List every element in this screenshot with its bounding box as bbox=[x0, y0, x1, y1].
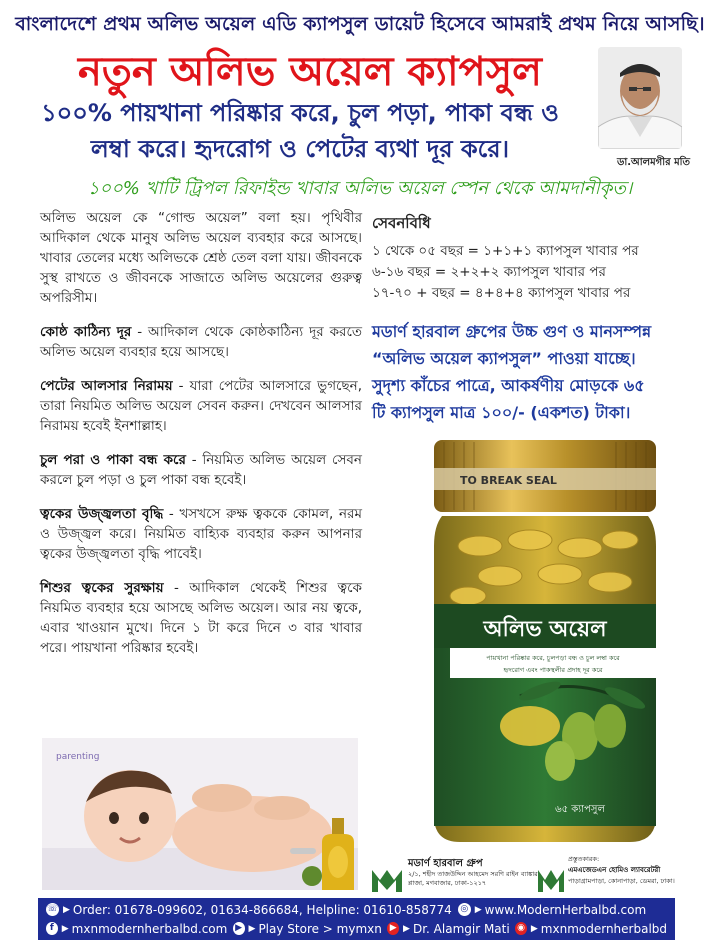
headline: নতুন অলিভ অয়েল ক্যাপসুল bbox=[78, 49, 542, 95]
benefit-title: শিশুর ত্বকের সুরক্ষায় bbox=[40, 580, 164, 596]
dosage-section bbox=[372, 212, 692, 304]
header bbox=[0, 0, 720, 200]
contact-footer bbox=[38, 898, 675, 940]
company-name: মডার্ণ হারবাল গ্রুপ bbox=[408, 858, 483, 869]
dosage-line: ১ থেকে ০৫ বছর = ১+১+১ ক্যাপসুল খাবার পর bbox=[372, 243, 639, 259]
arrow-icon: ▶ bbox=[61, 923, 69, 934]
benefit-title: পেটের আলসার নিরাময় bbox=[40, 378, 173, 394]
company-info bbox=[372, 852, 702, 896]
benefit-line-1: ১০০% পায়খানা পরিষ্কার করে, চুল পড়া, পাকা বন্ধ ও bbox=[41, 99, 559, 127]
benefit-text: - খসখসে রুক্ষ ত্বককে কোমল, নরম ও উজ্জ্বল করে। নিয়মিত বাহ্যিক ব্যবহার করুন আপনার ত্বকের উজ্জ্বলতা বৃদ্ধি পাবেই। bbox=[40, 506, 362, 562]
footer-row bbox=[46, 900, 667, 919]
arrow-icon: ▶ bbox=[63, 904, 70, 915]
benefit-title: চুল পরা ও পাকা বন্ধ করে bbox=[40, 452, 186, 468]
benefit-title: ত্বকের উজ্জ্বলতা বৃদ্ধি bbox=[40, 506, 164, 522]
play-store-icon: ▶ bbox=[233, 922, 245, 935]
benefit-line-2: লম্বা করে। হৃদরোগ ও পেটের ব্যথা দূর করে। bbox=[90, 135, 510, 163]
order-contact[interactable]: Order: 01678-099602, 01634-866684, Helpline: 01610-858774 bbox=[72, 902, 452, 917]
benefit-text: - নিয়মিত অলিভ অয়েল সেবন করলে চুল পড়া ও চুল পাকা বন্ধ হবেই। bbox=[40, 452, 362, 488]
company-address: ২/১, শহীদ তাজউদ্দিন আহমেদ সরণি রাইন ব্যাঙ্কার প্লাজা, মগবাজার, ঢাকা-১২১৭ bbox=[408, 870, 538, 887]
maker-address: পাড়াগ্রামপাড়া, কোনাপাড়া, ডেমরা, ঢাকা। bbox=[568, 877, 675, 885]
label-line-1: পায়খানা পরিষ্কার করে, চুলপড়া বন্ধ ও চুল লম্বা করে bbox=[486, 654, 620, 662]
doctor-portrait bbox=[598, 47, 682, 149]
social-link[interactable]: mxnmodernherbalbd bbox=[540, 921, 668, 936]
dosage-line: ৬-১৬ বছর = ২+২+২ ক্যাপসুল খাবার পর bbox=[372, 264, 606, 280]
product-bottle bbox=[420, 436, 670, 848]
footer-row bbox=[46, 919, 667, 938]
phone-icon: ☏ bbox=[46, 904, 59, 914]
promo-line: সুদৃশ্য কাঁচের পাত্রে, আকর্ষণীয় মোড়কে ৬৫ bbox=[372, 376, 645, 395]
label-title: অলিভ অয়েল bbox=[483, 617, 607, 642]
arrow-icon: ▶ bbox=[248, 923, 256, 934]
promo-text bbox=[372, 318, 702, 426]
benefits-column bbox=[40, 208, 362, 672]
maker-name: এমএজেডএন হোমিও ল্যাবরেটরী bbox=[568, 866, 661, 874]
facebook-link[interactable]: mxnmodernherbalbd.com bbox=[71, 921, 228, 936]
label-line-2: হৃদরোগ এবং পাকস্থলীর প্রদাহ দূর করে bbox=[503, 666, 603, 674]
benefit-text: - আদিকাল থেকে কোষ্ঠকাঠিন্য দূর করতে অলিভ অয়েল ব্যবহার হয়ে আসছে। bbox=[40, 324, 362, 360]
benefit-text: - যারা পেটের আলসারে ভুগছেন, তারা নিয়মিত অলিভ অয়েল সেবন করুন। দেখবেন আলসার নিরাময় হবেই ইনশাল্লাহ। bbox=[40, 378, 362, 434]
benefit-paragraph bbox=[40, 450, 362, 490]
photo-watermark: parenting bbox=[56, 752, 100, 762]
arrow-icon: ▶ bbox=[530, 923, 538, 934]
doctor-name: ডা.আলমগীর মতি bbox=[616, 157, 690, 168]
promo-line: “অলিভ অয়েল ক্যাপসুল” পাওয়া যাচ্ছে। bbox=[372, 349, 636, 368]
dosage-heading: সেবনবিধি bbox=[372, 214, 431, 232]
facebook-icon: f bbox=[46, 922, 58, 935]
baby-photo bbox=[42, 738, 358, 890]
benefit-title: কোষ্ঠ কাঠিন্য দূর bbox=[40, 324, 132, 340]
top-tagline: বাংলাদেশে প্রথম অলিভ অয়েল এডি ক্যাপসুল ডায়েট হিসেবে আমরাই প্রথম নিয়ে আসছি। bbox=[15, 13, 705, 35]
social-icon: ◉ bbox=[517, 923, 525, 933]
seal-text: TO BREAK SEAL bbox=[460, 474, 557, 487]
benefit-paragraph bbox=[40, 578, 362, 658]
benefit-paragraph bbox=[40, 322, 362, 362]
website-link[interactable]: www.ModernHerbalbd.com bbox=[484, 902, 647, 917]
arrow-icon: ▶ bbox=[403, 923, 410, 934]
youtube-link[interactable]: Dr. Alamgir Mati bbox=[412, 921, 510, 936]
maker-logo-icon bbox=[538, 866, 564, 892]
benefit-text: - আদিকাল থেকেই শিশুর ত্বকে নিয়মিত ব্যবহার হয়ে আসছে অলিভ অয়েল। আর নয় ত্বকে, এবার খাওয়ান মুখে। দিনে ১ টা করে দিনে ৩ বার খাবার পরে। পায়খানা পরিষ্কার হবেই। bbox=[40, 580, 363, 656]
promo-line: মডার্ণ হারবাল গ্রুপের উচ্চ গুণ ও মানসম্পন্ন bbox=[372, 322, 652, 341]
playstore-link[interactable]: Play Store > mymxn bbox=[258, 921, 382, 936]
dosage-line: ১৭-৭০ + বছর = ৪+৪+৪ ক্যাপসুল খাবার পর bbox=[372, 285, 631, 301]
youtube-icon: ▶ bbox=[387, 922, 399, 935]
company-logo-icon bbox=[372, 866, 402, 892]
arrow-icon: ▶ bbox=[474, 904, 482, 915]
benefit-paragraph bbox=[40, 376, 362, 436]
benefit-paragraph bbox=[40, 504, 362, 564]
globe-icon: ◎ bbox=[458, 903, 471, 916]
intro-paragraph: অলিভ অয়েল কে “গোল্ড অয়েল” বলা হয়। পৃথিবীর আদিকাল থেকে মানুষ অলিভ অয়েল ব্যবহার করে আসছে। খাবার তেলের মধ্যে অলিভকে শ্রেষ্ঠ তেল বলা যায়। জীবনকে সুস্থ রাখতে ও জীবনকে সাজাতে অলিভ অয়েলের গুরুত্ব অপরিসীম। bbox=[40, 210, 362, 306]
maker-label: প্রস্তুতকারক: bbox=[568, 855, 600, 863]
label-count: ৬৫ ক্যাপসুল bbox=[555, 804, 605, 815]
promo-line: টি ক্যাপসুল মাত্র ১০০/- (একশত) টাকা। bbox=[372, 403, 631, 422]
import-tagline: ১০০% খাটি ট্রিপল রিফাইন্ড খাবার অলিভ অয়েল স্পেন থেকে আমদানীকৃত। bbox=[87, 178, 633, 199]
